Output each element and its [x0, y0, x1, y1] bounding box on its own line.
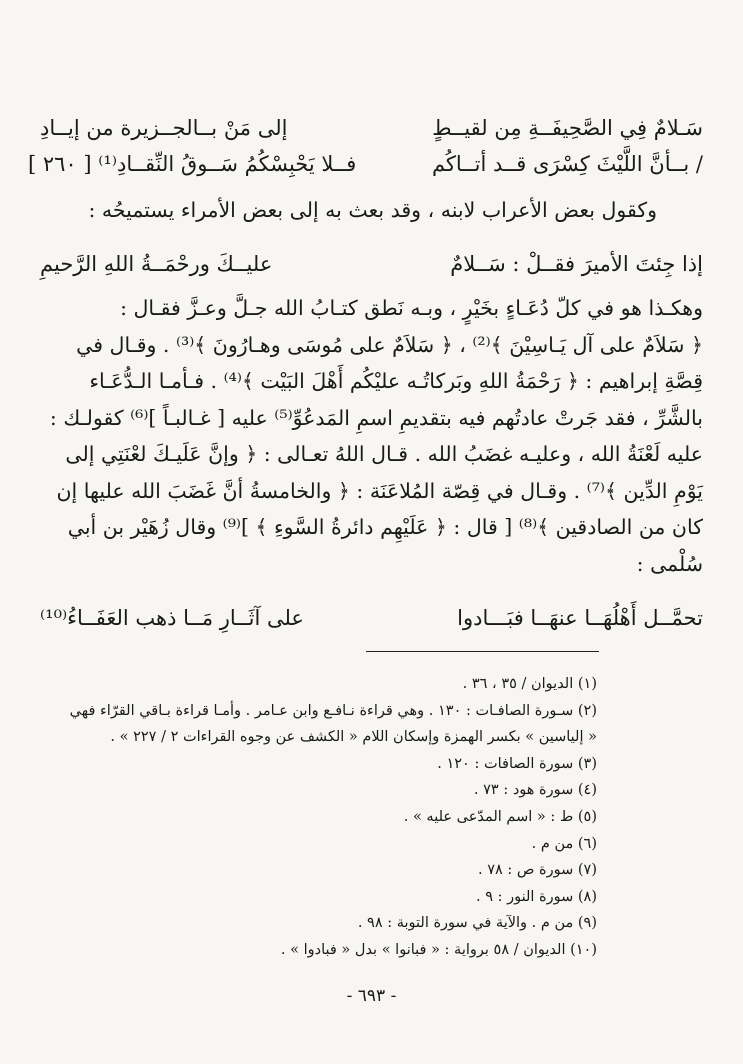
- verse-4-hemistich-left: على آثَــارِ مَــا ذهب العَفَــاءُ⁽¹⁰⁾: [40, 606, 304, 630]
- verse-1-hemistich-left: إلى مَنْ بــالجــزيرة من إيــادِ: [40, 116, 288, 140]
- verse-3: [40, 246, 703, 282]
- footnote-divider: [366, 651, 599, 652]
- prose-line: يَوْمِ الدِّين ﴾⁽⁷⁾ . وقـال في قِصّة المُلاعَنَة : ﴿ والخامسةُ أنَّ غَضَبَ الله عليها إن: [56, 478, 703, 503]
- prose-line: وهكـذا هو في كلّ دُعَـاءٍ بخَيْرٍ ، وبـه نَطق كتـابُ الله جـلَّ وعـزَّ فقـال :: [120, 296, 703, 320]
- prose-line: سُلْمى :: [636, 551, 703, 576]
- verse-2: [28, 146, 703, 182]
- verse-1: [40, 110, 703, 146]
- footnotes: [69, 671, 597, 964]
- verse-2-hemistich-right: / بــأنَّ اللَّيْثَ كِسْرَى قــد أتــاكُم: [431, 152, 703, 176]
- footnote: « إلياسين » بكسر الهمزة وإسكان اللام « الكشف عن وجوه القراءات ٢ / ٢٢٧ » .: [110, 729, 597, 746]
- verse-4: [40, 600, 703, 636]
- prose-line: كان من الصادقين ﴾⁽⁸⁾ [ قال : ﴿ عَلَيْهِم دائرةُ السَّوءِ ﴾ ]⁽⁹⁾ وقال زُهَيْر بن أبي: [67, 515, 703, 539]
- footnote: (٩) من م . والآية في سورة التوبة : ٩٨ .: [357, 915, 597, 932]
- footnote: (٦) من م .: [531, 835, 597, 852]
- page-number: - ٦٩٣ -: [346, 986, 397, 1006]
- footnote: (٤) سورة هود : ٧٣ .: [473, 782, 597, 799]
- footnote: (١) الديوان / ٣٥ ، ٣٦ .: [462, 676, 597, 692]
- verse-1-hemistich-right: سَـلامٌ فِي الصَّحِيفَــةِ مِن لقيــطٍ: [432, 116, 703, 140]
- footnote: (٧) سورة ص : ٧٨ .: [477, 862, 597, 879]
- footnote: (٥) ط : « اسم المدّعى عليه » .: [403, 808, 597, 825]
- prose-line: قِصَّةِ إبراهيم : ﴿ رَحْمَةُ اللهِ وبَركاتُـه عليْكُم أَهْلَ البَيْت ﴾⁽⁴⁾ . فـأمـا الـدُّعَـاء: [89, 369, 703, 393]
- prose-line: عليه لَعْنَةُ الله ، وعليـه غضَبُ الله . قـال اللهُ تعـالى : ﴿ وإنَّ عَلَيـكَ لعْنَتِي إلى: [65, 442, 703, 466]
- footnote: (١٠) الديوان / ٥٨ برواية : « فبانوا » بدل « فبادوا » .: [280, 941, 597, 958]
- footnote: (٢) سـورة الصافـات : ١٣٠ . وهي قراءة نـافـع وابن عـامر . وأمـا قراءة بـاقي القرّاء فهي: [69, 702, 597, 719]
- main-prose: [48, 290, 703, 582]
- verse-4-hemistich-right: تحمَّــل أَهْلُهَــا عنهَــا فبَـــادوا: [457, 606, 703, 630]
- footnote: (٣) سورة الصافات : ١٢٠ .: [437, 755, 597, 772]
- verse-3-hemistich-right: إذا جِئتَ الأميرَ فقــلْ : سَــلامٌ: [450, 252, 703, 276]
- prose-line: ﴿ سَلاَمٌ على آل يَـاسِيْنَ ﴾⁽²⁾ ، ﴿ سَلاَمٌ على مُوسَى وهـارُونَ ﴾⁽³⁾ . وقـال في: [76, 332, 703, 357]
- footnote: (٨) سورة النور : ٩ .: [475, 888, 597, 905]
- verse-2-hemistich-left: فــلا يَحْبِسْكُمُ سَــوقُ النِّقــادِ⁽¹⁾ [ ٢٦٠ ]: [28, 152, 357, 176]
- verse-3-hemistich-left: عليــكَ ورحْمَــةُ اللهِ الرَّحيمِ: [40, 252, 273, 276]
- intro-line: وكقول بعض الأعراب لابنه ، وقد بعث به إلى بعض الأمراء يستميحُه :: [88, 198, 657, 222]
- prose-line: بالشَّرِّ ، فقد جَرتْ عادتُهم فيه بتقديمِ اسمِ المَدعُوِّ⁽⁵⁾ عليه [ غـالبـاً ]⁽⁶⁾ كقولـك :: [49, 405, 703, 430]
